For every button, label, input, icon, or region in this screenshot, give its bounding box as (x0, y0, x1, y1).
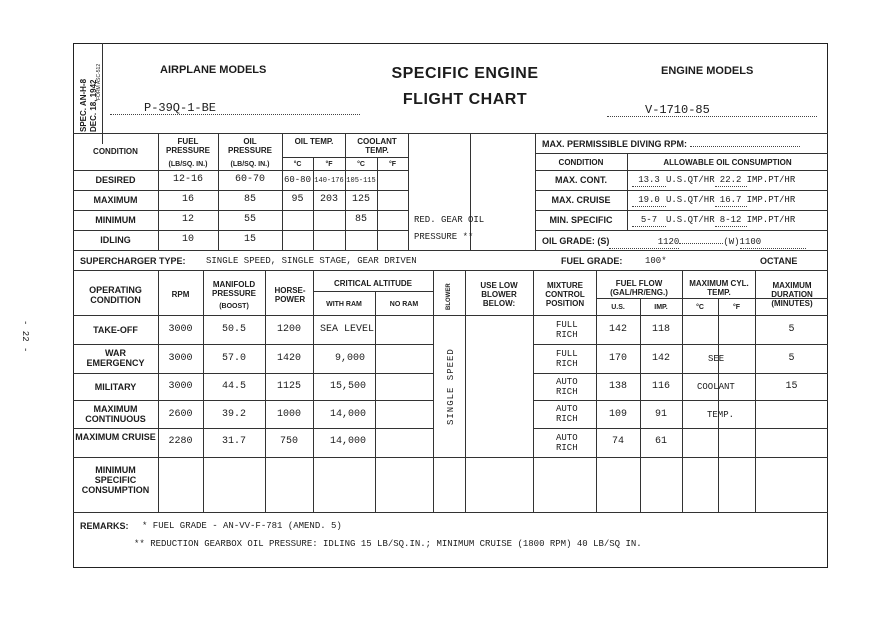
divider-remarks (73, 512, 828, 513)
op-row-with-ram: 14,000 (330, 436, 367, 447)
op-grid (533, 428, 828, 429)
oil-cons-us-unit: U.S.QT/HR (666, 195, 715, 205)
blower-value: SINGLE SPEED (446, 348, 456, 425)
op-row-hp: 1000 (276, 409, 301, 420)
cond-header-oil-c: °C (293, 161, 302, 168)
cond-row-label: IDLING (100, 235, 131, 245)
airplane-model: P-39Q-1-BE (110, 102, 360, 115)
op-grid (465, 270, 466, 512)
oil-grade-label: OIL GRADE: (S) (542, 236, 610, 246)
op-row-duration: 5 (788, 353, 795, 364)
op-row-with-ram: 15,500 (330, 381, 367, 392)
fuel-grade-value: 100* (645, 256, 667, 266)
cond-grid (218, 133, 219, 250)
oil-cons-us: 13.3 (632, 174, 666, 187)
cond-row-label: DESIRED (95, 175, 136, 185)
op-row-us: 170 (608, 353, 627, 364)
spec-divider (102, 43, 103, 144)
op-row-mixture: AUTO RICH (556, 433, 578, 453)
page-number: - 22 - (20, 320, 30, 353)
op-row-label: WAR EMERGENCY (86, 348, 145, 368)
op-row-mixture: AUTO RICH (556, 377, 578, 397)
op-header-rpm: RPM (171, 290, 190, 299)
cond-grid (345, 133, 346, 250)
cond-row-oil-c: 60-80 (283, 175, 311, 185)
op-grid (73, 344, 433, 345)
op-row-label: MAXIMUM CRUISE (75, 432, 156, 442)
cyl-note-coolant: COOLANT (697, 382, 735, 392)
op-header-condition: OPERATING CONDITION (89, 285, 142, 305)
airplane-models-label: AIRPLANE MODELS (160, 64, 267, 76)
op-header-us: U.S. (611, 304, 625, 311)
oil-cons-imp: 22.2 (715, 174, 747, 187)
op-grid (73, 315, 828, 316)
op-row-us: 142 (608, 324, 627, 335)
op-row-manifold: 57.0 (221, 353, 246, 364)
op-row-mixture: FULL RICH (556, 320, 578, 340)
op-row-manifold: 31.7 (221, 436, 246, 447)
cond-row-oil-c: 95 (291, 194, 304, 205)
oil-cons-label: MAX. CRUISE (551, 195, 611, 205)
op-row-manifold: 39.2 (221, 409, 246, 420)
op-row-rpm: 3000 (168, 381, 193, 392)
cond-header-oil-unit: (LB/SQ. IN.) (230, 161, 270, 168)
op-row-us: 138 (608, 381, 627, 392)
op-grid (433, 270, 434, 512)
oil-grade-w-label: (W) (723, 237, 740, 247)
title-line1: SPECIFIC ENGINE (391, 65, 539, 82)
op-row-label: MINIMUM SPECIFIC CONSUMPTION (81, 465, 150, 495)
cond-grid (282, 133, 283, 250)
right-grid (535, 210, 828, 211)
divider-supercharger-top (73, 250, 828, 251)
cond-grid (73, 210, 408, 211)
spec-line2: DEC. 18, 1942 (89, 79, 98, 132)
op-row-manifold: 50.5 (221, 324, 246, 335)
max-diving-rpm (542, 139, 824, 149)
op-row-rpm: 2600 (168, 409, 193, 420)
op-row-with-ram: 14,000 (330, 409, 367, 420)
cond-row-fuel: 12-16 (172, 174, 203, 185)
oil-cons-imp-unit: IMP.PT/HR (746, 175, 796, 185)
cond-header-oil-f: °F (325, 161, 333, 168)
op-row-mixture: FULL RICH (556, 349, 578, 369)
cond-row-label: MAXIMUM (93, 195, 138, 205)
op-grid (533, 344, 828, 345)
op-row-duration: 5 (788, 324, 795, 335)
oil-cons-label: MAX. CONT. (554, 175, 607, 185)
oil-cons-imp-unit: IMP.PT/HR (746, 195, 796, 205)
op-row-hp: 1125 (276, 381, 301, 392)
cyl-note-see: SEE (708, 354, 725, 364)
op-row-with-ram: 9,000 (335, 353, 366, 364)
op-row-manifold: 44.5 (221, 381, 246, 392)
op-grid (533, 270, 534, 512)
op-row-rpm: 2280 (168, 436, 193, 447)
cond-grid (377, 157, 378, 250)
remarks-label: REMARKS: (80, 521, 129, 531)
red-gear-note-2: PRESSURE ** (414, 232, 474, 242)
op-row-us: 109 (608, 409, 627, 420)
cond-row-cool-c: 125 (351, 194, 370, 205)
oil-cons-imp: 8-12 (715, 214, 747, 227)
op-header-with-ram: WITH RAM (326, 301, 362, 308)
op-row-hp: 1200 (276, 324, 301, 335)
cond-header-oil: OIL PRESSURE (227, 137, 272, 155)
oil-cons-us: 5-7 (632, 214, 666, 227)
op-grid (73, 373, 433, 374)
divider-header (73, 133, 828, 134)
oil-cons-us-unit: U.S.QT/HR (666, 175, 715, 185)
right-header-condition: CONDITION (558, 158, 604, 167)
cond-header-fuel: FUEL PRESSURE (165, 137, 210, 155)
op-header-low-blower: USE LOW BLOWER BELOW: (480, 281, 518, 308)
op-row-label: MAXIMUM CONTINUOUS (85, 404, 146, 424)
op-row-label: TAKE-OFF (93, 325, 138, 335)
cond-row-cool-c: 85 (354, 214, 367, 225)
cond-row-oil: 85 (243, 194, 256, 205)
oil-cons-values (632, 174, 795, 187)
fuel-grade-label: FUEL GRADE: (561, 256, 623, 266)
op-header-boost: (BOOST) (219, 303, 249, 310)
cyl-note-temp: TEMP. (707, 410, 735, 420)
op-row-imp: 116 (651, 381, 670, 392)
cond-row-fuel: 16 (181, 194, 194, 205)
cond-header-cool-f: °F (388, 161, 397, 168)
oil-cons-values (632, 214, 795, 227)
engine-models-label: ENGINE MODELS (661, 65, 754, 77)
cond-grid (73, 230, 408, 231)
cond-row-oil: 60-70 (234, 174, 265, 185)
op-row-label: MILITARY (94, 382, 137, 392)
op-header-critical-alt: CRITICAL ALTITUDE (333, 279, 413, 288)
right-header-allowable-oil: ALLOWABLE OIL CONSUMPTION (663, 158, 792, 167)
supercharger-value: SINGLE SPEED, SINGLE STAGE, GEAR DRIVEN (206, 256, 417, 266)
op-row-imp: 61 (654, 436, 667, 447)
cond-header-cool-c: °C (357, 161, 365, 168)
op-row-rpm: 3000 (168, 324, 193, 335)
red-gear-note-1: RED. GEAR OIL (414, 215, 485, 225)
op-grid (73, 428, 433, 429)
oil-cons-label: MIN. SPECIFIC (549, 215, 613, 225)
title-line2: FLIGHT CHART (402, 91, 528, 108)
cond-row-cool-c: 105-115 (346, 177, 376, 185)
op-header-cyl-f: °F (732, 304, 741, 311)
cond-header-condition: CONDITION (93, 147, 138, 156)
supercharger-label: SUPERCHARGER TYPE: (80, 256, 186, 266)
cond-row-oil-f: 203 (319, 194, 338, 205)
remarks-line1: * FUEL GRADE - AN-VV-F-781 (AMEND. 5) (142, 521, 342, 531)
cond-row-oil: 55 (243, 214, 256, 225)
cond-row-oil: 15 (243, 234, 256, 245)
cond-row-fuel: 10 (181, 234, 194, 245)
engine-model: V-1710-85 (607, 104, 817, 117)
oil-grade-w: 1100 (740, 236, 806, 249)
right-grid (535, 170, 828, 171)
op-row-imp: 118 (651, 324, 670, 335)
op-row-hp: 1420 (276, 353, 301, 364)
op-row-duration: 15 (785, 381, 798, 392)
op-header-cyl-c: °C (696, 304, 704, 311)
spec-form: FORM ASC-512 (96, 63, 102, 100)
op-grid (533, 373, 828, 374)
oil-cons-values (632, 194, 795, 207)
op-header-cyl-temp: MAXIMUM CYL. TEMP. (689, 279, 749, 297)
oil-grade (542, 235, 806, 249)
oil-cons-us-unit: U.S.QT/HR (666, 215, 715, 225)
oil-cons-imp-unit: IMP.PT/HR (746, 215, 796, 225)
cond-header-coolant: COOLANT TEMP. (357, 137, 397, 155)
op-grid (533, 400, 828, 401)
oil-cons-imp: 16.7 (715, 194, 747, 207)
cond-grid (535, 133, 536, 250)
cond-row-oil-f: 140-176 (314, 177, 344, 185)
op-header-blower: BLOWER (446, 283, 452, 310)
op-header-imp: IMP. (654, 304, 668, 311)
octane-label: OCTANE (760, 256, 798, 266)
op-grid (375, 291, 376, 512)
op-row-mixture: AUTO RICH (556, 404, 578, 424)
cond-grid (73, 170, 408, 171)
op-header-fuel-flow: FUEL FLOW (GAL/HR/ENG.) (610, 279, 668, 297)
op-row-with-ram: SEA LEVEL (320, 324, 375, 335)
cond-row-fuel: 12 (181, 214, 194, 225)
spec-line1: SPEC. AN-H-8 (79, 78, 88, 132)
op-header-manifold: MANIFOLD PRESSURE (211, 280, 256, 298)
op-row-imp: 142 (651, 353, 670, 364)
cond-row-label: MINIMUM (95, 215, 136, 225)
oil-cons-us: 19.0 (632, 194, 666, 207)
op-grid (718, 298, 719, 512)
right-grid (535, 190, 828, 191)
max-diving-rpm-label: MAX. PERMISSIBLE DIVING RPM: (542, 139, 688, 149)
cond-grid (408, 133, 409, 250)
cond-grid (73, 190, 408, 191)
op-header-mixture: MIXTURE CONTROL POSITION (545, 281, 585, 308)
op-row-rpm: 3000 (168, 353, 193, 364)
op-row-us: 74 (611, 436, 624, 447)
op-header-no-ram: NO RAM (389, 301, 419, 308)
op-row-hp: 750 (279, 436, 298, 447)
cond-header-fuel-unit: (LB/SQ. IN.) (168, 161, 208, 168)
op-header-horsepower: HORSE-POWER (274, 286, 306, 304)
cond-grid (158, 133, 159, 250)
cond-header-oil-temp: OIL TEMP. (294, 137, 334, 146)
op-row-imp: 91 (654, 409, 667, 420)
right-grid (535, 230, 828, 231)
op-header-duration: MAXIMUM DURATION (MINUTES) (771, 281, 813, 308)
right-grid (535, 153, 828, 154)
op-grid (73, 400, 433, 401)
op-grid (73, 457, 828, 458)
op-grid (313, 291, 433, 292)
divider-supercharger-bottom (73, 270, 828, 271)
remarks-line2: ** REDUCTION GEARBOX OIL PRESSURE: IDLING 15 LB/SQ.IN.; MINIMUM CRUISE (1800 RPM) 40 LB/SQ IN. (134, 539, 642, 549)
oil-grade-s: 1120 (609, 236, 679, 249)
